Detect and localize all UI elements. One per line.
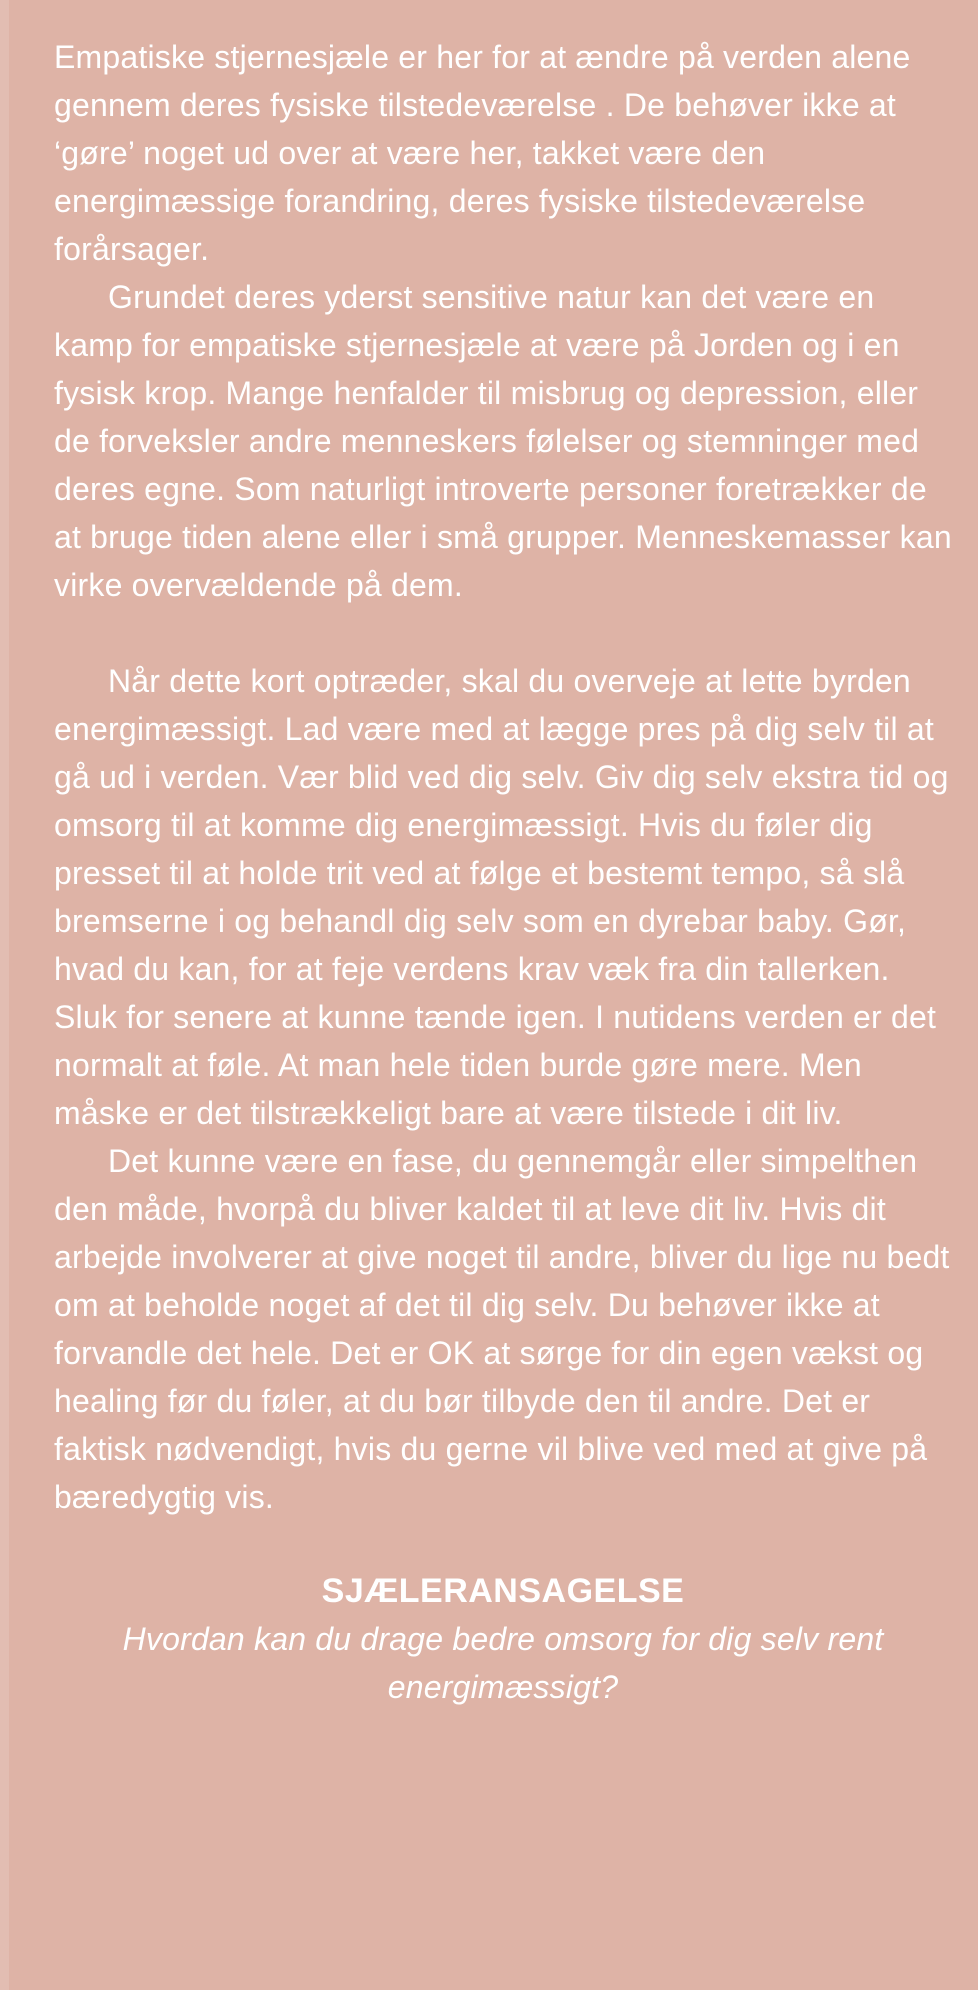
soul-searching-section [54,1567,952,1711]
soul-searching-question: Hvordan kan du drage bedre omsorg for dig selv rent energimæssigt? [122,1621,884,1705]
body-paragraph-3: Når dette kort optræder, skal du overveje at lette byrden energimæssigt. Lad være med at lægge pres på dig selv til at gå ud i verden. Vær blid ved dig selv. Giv dig selv ekstra tid og omsorg til at komme dig energimæssigt. Hvis du føler dig presset til at holde trit ved at følge et bestemt tempo, så slå bremserne i og behandl dig selv som en dyrebar baby. Gør, hvad du kan, for at feje verdens krav væk fra din tallerken. Sluk for senere at kunne tænde igen. I nutidens verden er det normalt at føle. At man hele tiden burde gøre mere. Men måske er det tilstrækkeligt bare at være tilstede i dit liv. [54,663,949,1131]
body-paragraph-4: Det kunne være en fase, du gennemgår eller simpelthen den måde, hvorpå du bliver kaldet til at leve dit liv. Hvis dit arbejde involverer at give noget til andre, bliver du lige nu bedt om at beholde noget af det til dig selv. Du behøver ikke at forvandle det hele. Det er OK at sørge for din egen vækst og healing før du føler, at du bør tilbyde den til andre. Det er faktisk nødvendigt, hvis du gerne vil blive ved med at give på bæredygtig vis. [54,1143,950,1515]
page-left-edge [0,0,9,1990]
body-paragraph-1: Empatiske stjernesjæle er her for at ændre på verden alene gennem deres fysiske tilstedeværelse . De behøver ikke at ‘gøre’ noget ud over at være her, takket være den energimæssige forandring, deres fysiske tilstedeværelse forårsager. [54,39,911,267]
card-text-content [54,33,952,1711]
body-paragraph-2: Grundet deres yderst sensitive natur kan det være en kamp for empatiske stjernesjæle at være på Jorden og i en fysisk krop. Mange henfalder til misbrug og depression, eller de forveksler andre menneskers følelser og stemninger med deres egne. Som naturligt introverte personer foretrækker de at bruge tiden alene eller i små grupper. Menneskemasser kan virke overvældende på dem. [54,279,952,603]
soul-searching-heading: SJÆLERANSAGELSE [321,1572,685,1610]
